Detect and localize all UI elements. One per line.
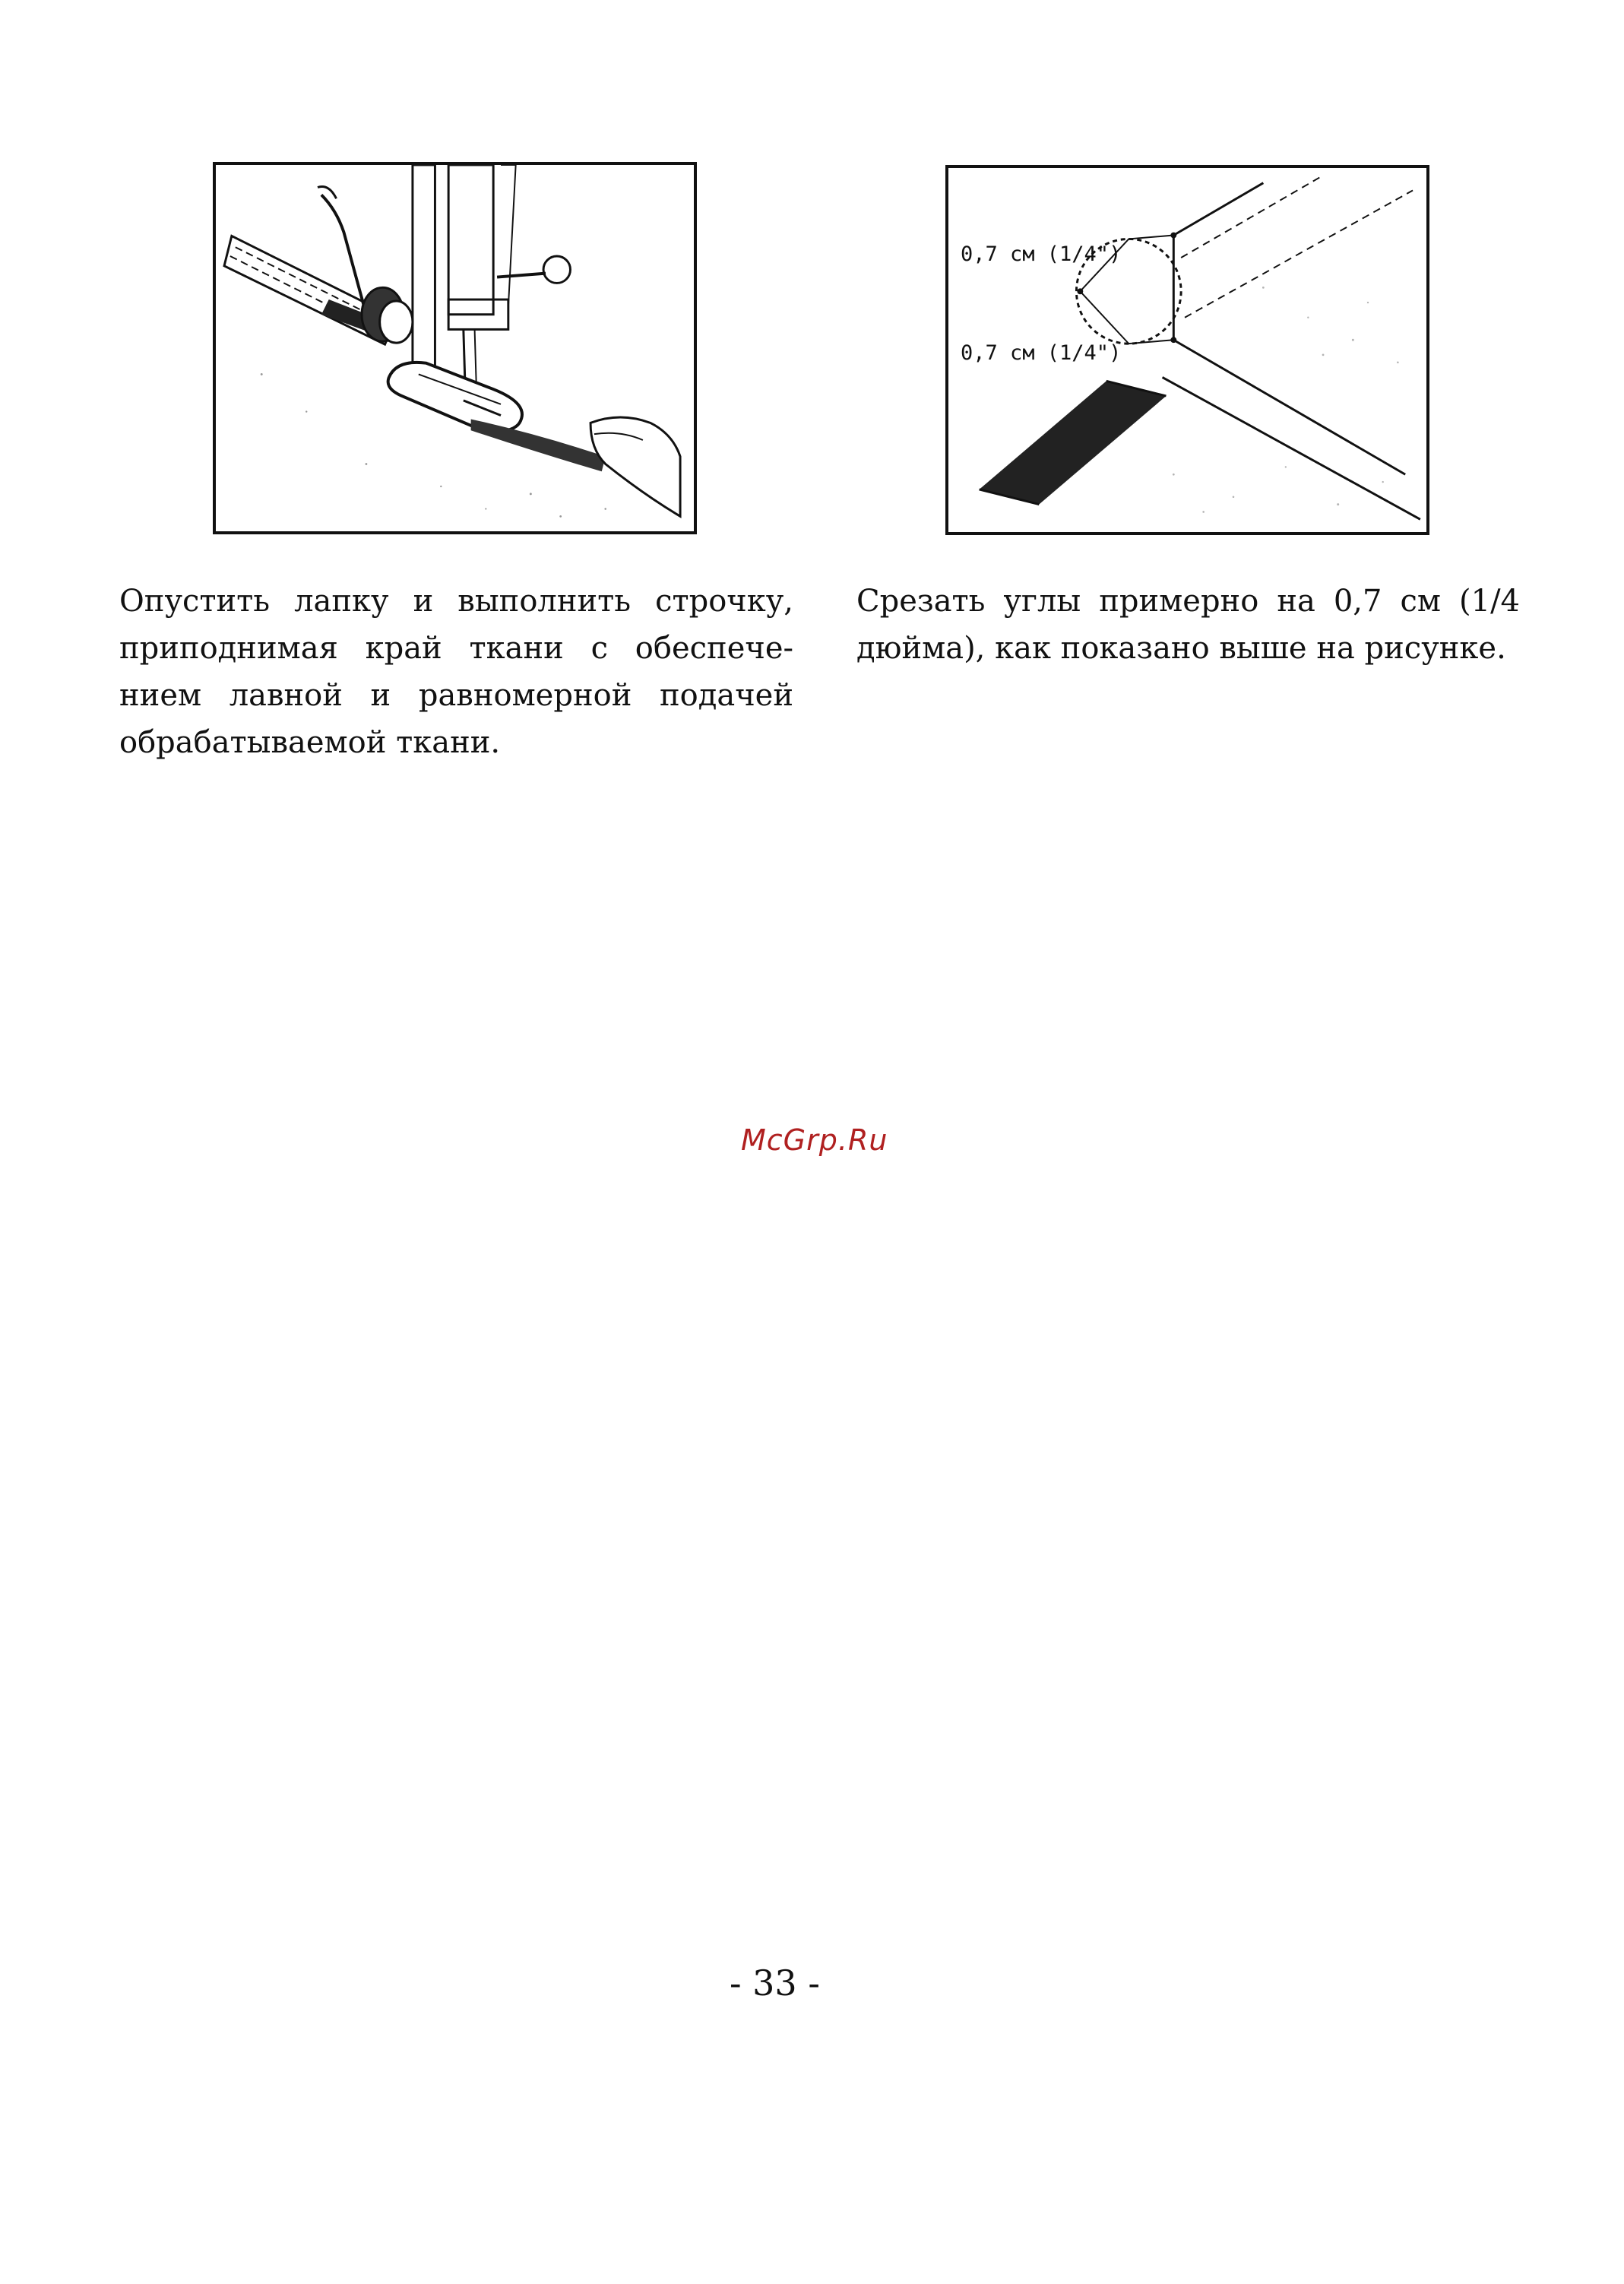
caption-line: нием лавной и равномерной подачей: [119, 678, 793, 713]
caption-line: дюйма), как показано выше на рисунке.: [856, 631, 1506, 666]
sewing-instruction-caption: [119, 578, 793, 766]
sewing-machine-presser-foot-icon: [216, 165, 694, 531]
watermark-text: McGrp.Ru: [741, 1123, 888, 1157]
page-number: - 33 -: [730, 1962, 820, 2004]
corner-cut-instruction-caption: [856, 578, 1520, 672]
caption-line: Срезать углы примерно на 0,7 см (1/4: [856, 584, 1520, 619]
corner-measurement-label-bottom: 0,7 см (1/4"): [961, 341, 1122, 365]
corner-cut-figure: [945, 165, 1429, 535]
caption-line: Опустить лапку и выполнить строчку,: [119, 584, 793, 619]
corner-measurement-label-top: 0,7 см (1/4"): [961, 242, 1122, 266]
caption-line: приподнимая край ткани с обеспече-: [119, 631, 793, 666]
caption-line: обрабатываемой ткани.: [119, 725, 501, 760]
sewing-foot-figure: [213, 162, 697, 534]
